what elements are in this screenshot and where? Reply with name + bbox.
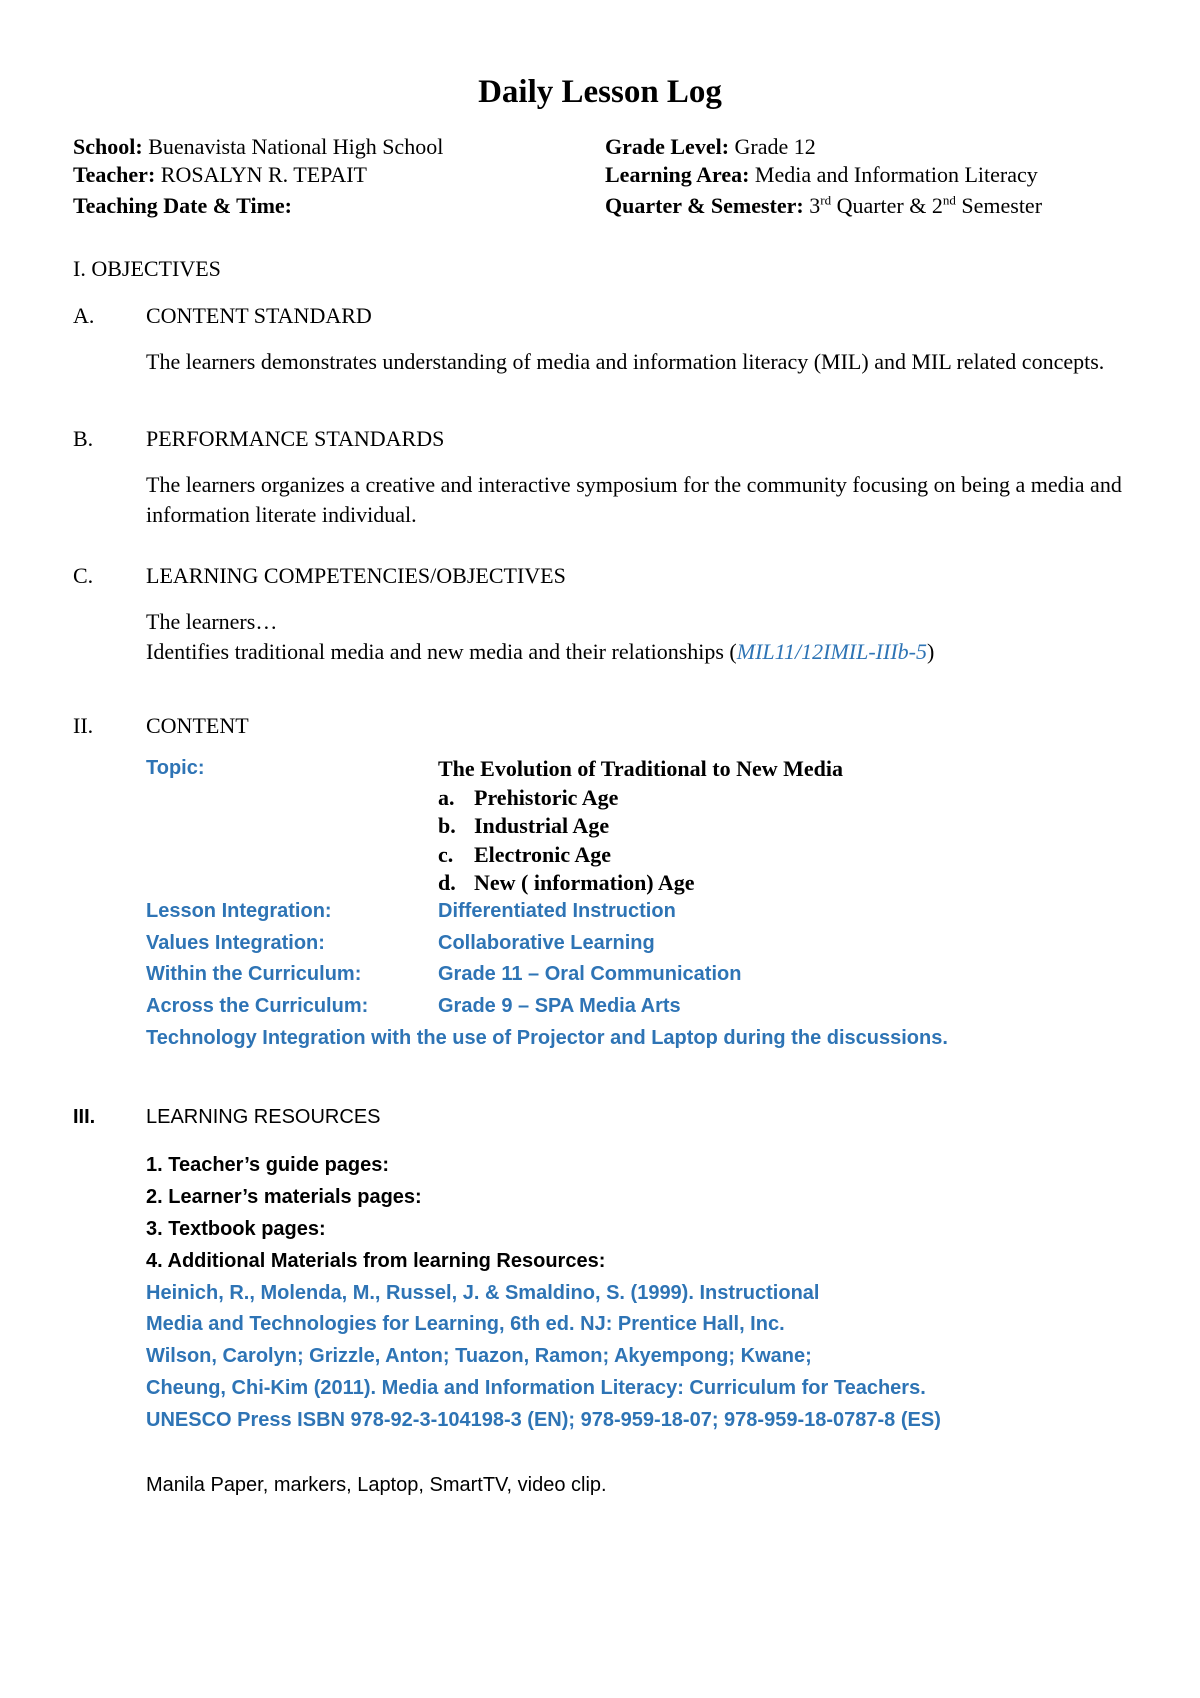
objectives-heading: I. OBJECTIVES bbox=[73, 256, 221, 281]
resource-item: 1. Teacher’s guide pages: bbox=[146, 1154, 390, 1176]
age-letter: c. bbox=[438, 842, 454, 867]
area-label: Learning Area: bbox=[605, 162, 750, 187]
teacher-value: ROSALYN R. TEPAIT bbox=[160, 162, 367, 187]
school-row bbox=[73, 134, 443, 160]
competencies-objective bbox=[146, 639, 934, 665]
grade-label: Grade Level: bbox=[605, 134, 730, 159]
resources-heading: LEARNING RESOURCES bbox=[146, 1106, 381, 1128]
date-label: Teaching Date & Time: bbox=[73, 193, 292, 218]
content-heading: CONTENT bbox=[146, 713, 249, 738]
competencies-close: ) bbox=[926, 639, 935, 664]
topic-value: The Evolution of Traditional to New Media bbox=[438, 756, 843, 781]
competencies-intro: The learners… bbox=[146, 609, 278, 634]
resource-item: 4. Additional Materials from learning Resources: bbox=[146, 1250, 606, 1272]
technology-integration: Technology Integration with the use of Projector and Laptop during the discussions. bbox=[146, 1027, 948, 1049]
across-curriculum-label: Across the Curriculum: bbox=[146, 995, 369, 1017]
age-item: Industrial Age bbox=[474, 813, 610, 838]
resource-item: 3. Textbook pages: bbox=[146, 1218, 326, 1240]
across-curriculum-value: Grade 9 – SPA Media Arts bbox=[438, 995, 681, 1017]
resource-item: 2. Learner’s materials pages: bbox=[146, 1186, 422, 1208]
reference-line: Heinich, R., Molenda, M., Russel, J. & Smaldino, S. (1999). Instructional bbox=[146, 1282, 820, 1304]
within-curriculum-label: Within the Curriculum: bbox=[146, 963, 362, 985]
performance-standards-title: PERFORMANCE STANDARDS bbox=[146, 426, 445, 451]
page-title: Daily Lesson Log bbox=[478, 74, 722, 110]
quarter-text: Quarter & 2 bbox=[836, 193, 943, 218]
age-letter: a. bbox=[438, 785, 455, 810]
content-standard-title: CONTENT STANDARD bbox=[146, 303, 372, 328]
topic-label: Topic: bbox=[146, 757, 205, 779]
semester-text: Semester bbox=[961, 193, 1043, 218]
quarter-label: Quarter & Semester: bbox=[605, 193, 804, 218]
age-item: Electronic Age bbox=[474, 842, 612, 867]
semester-sup: nd bbox=[942, 192, 956, 208]
lesson-integration-value: Differentiated Instruction bbox=[438, 900, 676, 922]
quarter-row bbox=[605, 193, 1042, 219]
learning-competencies-title: LEARNING COMPETENCIES/OBJECTIVES bbox=[146, 563, 566, 588]
within-curriculum-value: Grade 11 – Oral Communication bbox=[438, 963, 742, 985]
competencies-text: Identifies traditional media and new media and their relationships ( bbox=[146, 639, 737, 664]
content-numeral: II. bbox=[73, 713, 94, 738]
reference-line: Cheung, Chi-Kim (2011). Media and Information Literacy: Curriculum for Teachers. bbox=[146, 1377, 926, 1399]
age-item: Prehistoric Age bbox=[474, 785, 619, 810]
performance-standards-text: The learners organizes a creative and interactive symposium for the community focusing on being a media and information literate individual. bbox=[146, 472, 1122, 527]
school-value: Buenavista National High School bbox=[148, 134, 444, 159]
area-row bbox=[605, 162, 1038, 188]
resources-numeral: III. bbox=[73, 1106, 96, 1128]
grade-value: Grade 12 bbox=[734, 134, 816, 159]
teacher-row bbox=[73, 162, 367, 188]
objective-a-letter: A. bbox=[73, 303, 95, 328]
age-item: New ( information) Age bbox=[474, 870, 695, 895]
age-letter: d. bbox=[438, 870, 456, 895]
reference-line: UNESCO Press ISBN 978-92-3-104198-3 (EN); 978-959-18-07; 978-959-18-0787-8 (ES) bbox=[146, 1409, 941, 1431]
values-integration-value: Collaborative Learning bbox=[438, 932, 655, 954]
quarter-num: 3 bbox=[809, 193, 821, 218]
school-label: School: bbox=[73, 134, 143, 159]
teacher-label: Teacher: bbox=[73, 162, 156, 187]
quarter-sup: rd bbox=[820, 192, 832, 208]
age-letter: b. bbox=[438, 813, 456, 838]
reference-line: Wilson, Carolyn; Grizzle, Anton; Tuazon, Ramon; Akyempong; Kwane; bbox=[146, 1345, 812, 1367]
content-standard-text: The learners demonstrates understanding of media and information literacy (MIL) and MIL related concepts. bbox=[146, 349, 1105, 374]
lesson-integration-label: Lesson Integration: bbox=[146, 900, 332, 922]
materials-list: Manila Paper, markers, Laptop, SmartTV, video clip. bbox=[146, 1474, 607, 1496]
competency-code: MIL11/12IMIL-IIIb-5 bbox=[736, 639, 927, 664]
objective-b-letter: B. bbox=[73, 426, 94, 451]
objective-c-letter: C. bbox=[73, 563, 94, 588]
grade-row bbox=[605, 134, 816, 160]
area-value: Media and Information Literacy bbox=[754, 162, 1038, 187]
values-integration-label: Values Integration: bbox=[146, 932, 325, 954]
reference-line: Media and Technologies for Learning, 6th ed. NJ: Prentice Hall, Inc. bbox=[146, 1313, 785, 1335]
